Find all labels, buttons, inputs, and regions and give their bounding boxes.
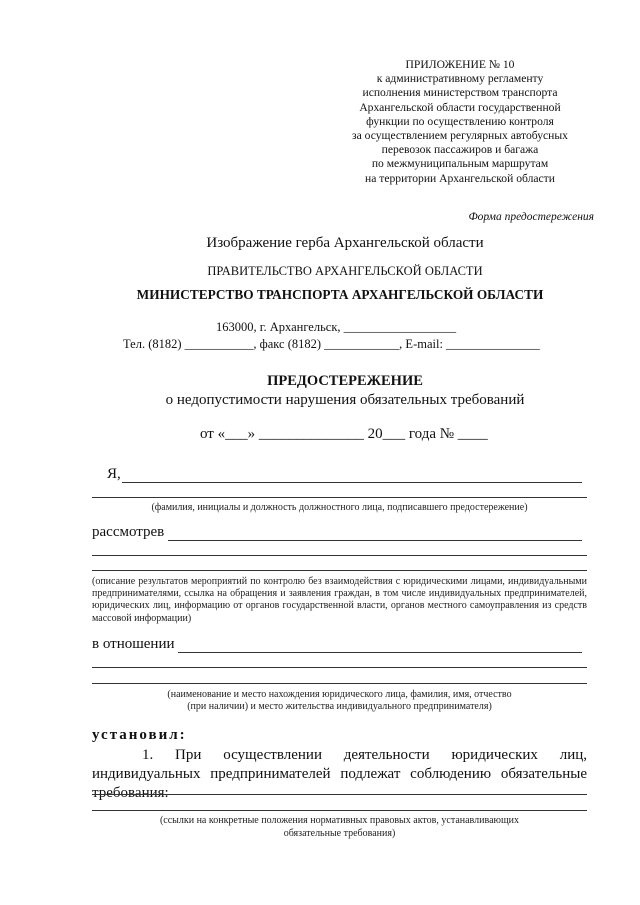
considered-label: рассмотрев	[92, 524, 165, 540]
document-subtitle: о недопустимости нарушения обязательных требований	[165, 392, 525, 408]
form-name: Форма предостережения	[468, 211, 594, 223]
address-line: 163000, г. Архангельск, __________________	[216, 320, 457, 334]
official-label: Я,	[107, 466, 121, 482]
appendix-line: к административному регламенту	[376, 72, 544, 86]
regarding-note-line2: (при наличии) и место жительства индивидуального предпринимателя)	[187, 701, 492, 712]
regarding-fill-line-2[interactable]	[92, 667, 587, 668]
regarding-label: в отношении	[92, 636, 175, 652]
appendix-line: функции по осуществлению контроля	[366, 114, 554, 128]
emblem-placeholder-text: Изображение герба Архангельской области	[206, 235, 484, 251]
appendix-line: по межмуниципальным маршрутам	[371, 157, 549, 171]
requirements-paragraph: 1. При осуществлении деятельности юридических лиц, индивидуальных предпринимателей подлежат соблюдению обязательные требования:	[92, 747, 587, 801]
requirements-note-line2: обязательные требования)	[283, 828, 396, 839]
official-fill-line[interactable]	[122, 482, 582, 483]
ministry-name: МИНИСТЕРСТВО ТРАНСПОРТА АРХАНГЕЛЬСКОЙ ОБЛАСТИ	[136, 287, 544, 302]
appendix-line: исполнения министерством транспорта	[362, 86, 558, 100]
appendix-line: Архангельской области государственной	[359, 100, 561, 114]
requirements-note-line1: (ссылки на конкретные положения нормативных правовых актов, устанавливающих	[159, 815, 520, 826]
appendix-line: на территории Архангельской области	[365, 171, 555, 185]
requirements-fill-line[interactable]	[92, 794, 587, 795]
requirements-fill-line-2[interactable]	[92, 810, 587, 811]
regarding-fill-line-3[interactable]	[92, 683, 587, 684]
contacts-line: Тел. (8182) ___________, факс (8182) ____________, E-mail: _______________	[123, 337, 540, 351]
appendix-line: ПРИЛОЖЕНИЕ № 10	[405, 58, 515, 71]
considered-note: (описание результатов мероприятий по контролю без взаимодействия с юридическими лицами, индивидуальными предпринимателями, ссылка на обращения и заявления граждан, в том числе индивидуальных предпринимателей, юридических лиц, информацию от органов государственной власти, органов местного самоуправления из средств массовой информации)	[92, 576, 587, 624]
considered-fill-line-3[interactable]	[92, 570, 587, 571]
official-fill-line-2[interactable]	[92, 497, 587, 498]
established-heading: установил:	[92, 727, 187, 743]
appendix-line: за осуществлением регулярных автобусных	[352, 129, 568, 143]
considered-fill-line-2[interactable]	[92, 555, 587, 556]
document-title: ПРЕДОСТЕРЕЖЕНИЕ	[267, 373, 423, 389]
government-name: ПРАВИТЕЛЬСТВО АРХАНГЕЛЬСКОЙ ОБЛАСТИ	[207, 264, 483, 278]
appendix-block	[330, 58, 590, 186]
official-note: (фамилия, инициалы и должность должностного лица, подписавшего предостережение)	[151, 502, 528, 513]
appendix-line: перевозок пассажиров и багажа	[381, 143, 539, 157]
regarding-note-line1: (наименование и место нахождения юридического лица, фамилия, имя, отчество	[167, 689, 512, 700]
date-number-line: от «___» ______________ 20___ года № ____	[200, 426, 488, 442]
regarding-fill-line[interactable]	[178, 652, 582, 653]
considered-fill-line[interactable]	[168, 540, 582, 541]
